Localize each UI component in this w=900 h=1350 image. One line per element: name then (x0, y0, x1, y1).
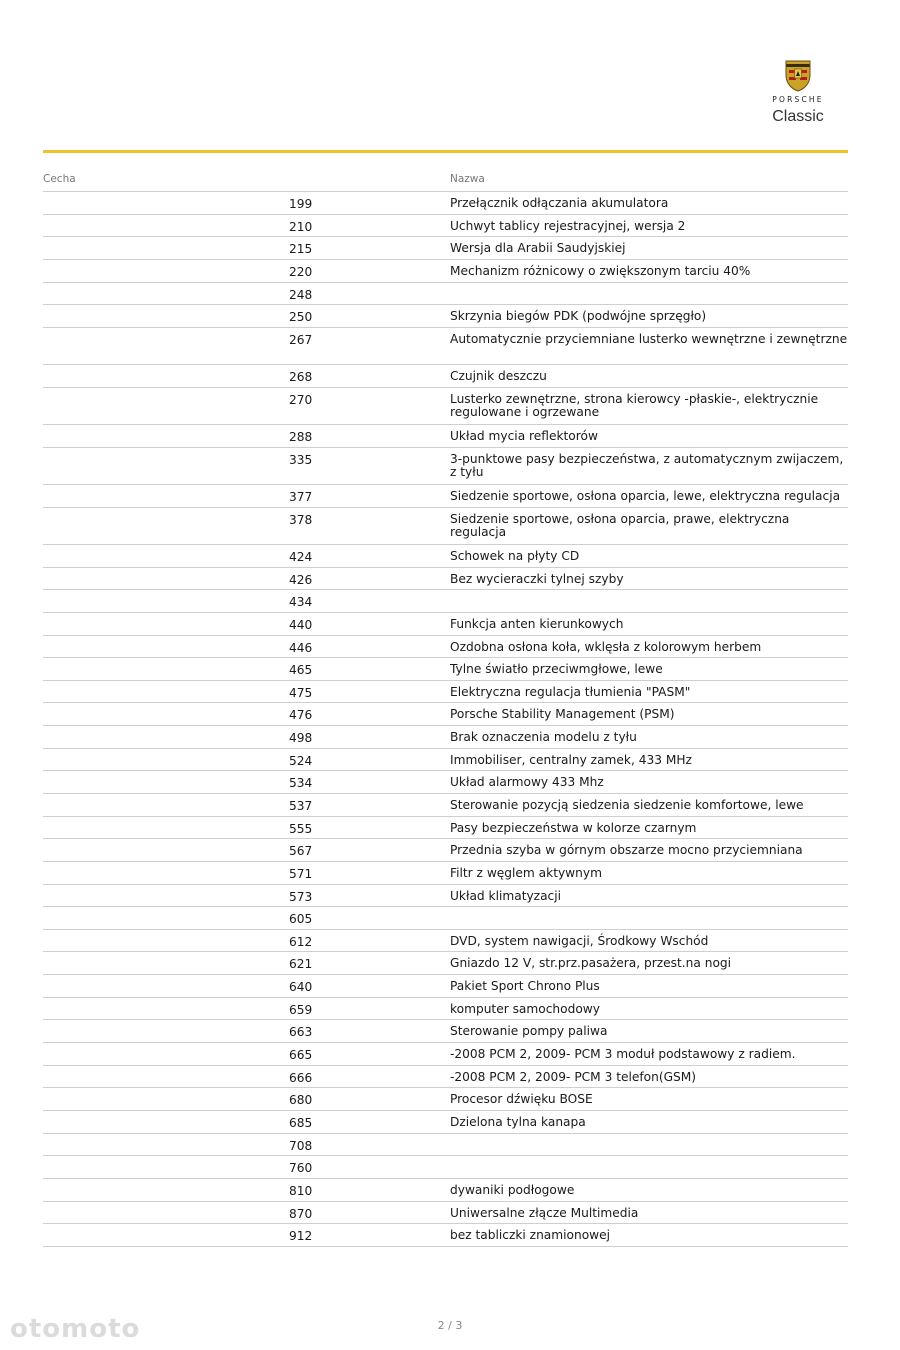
option-name: Bez wycieraczki tylnej szyby (450, 571, 624, 586)
table-row (43, 545, 848, 568)
option-name: Tylne światło przeciwmgłowe, lewe (450, 662, 663, 677)
option-code: 621 (289, 957, 313, 972)
table-row (43, 681, 848, 704)
table-row (43, 930, 848, 953)
option-name: Immobiliser, centralny zamek, 433 MHz (450, 752, 692, 767)
option-code: 605 (289, 912, 313, 927)
option-code: 534 (289, 776, 313, 791)
option-code: 475 (289, 685, 313, 700)
option-code: 199 (289, 197, 313, 211)
option-name: Lusterko zewnętrzne, strona kierowcy -płaskie-, elektrycznie regulowane i ogrzewane (450, 391, 819, 420)
table-row (43, 771, 848, 794)
option-name: Sterowanie pozycją siedzenia siedzenie komfortowe, lewe (450, 798, 804, 812)
table-body (43, 192, 848, 1247)
option-code: 571 (289, 866, 313, 881)
table-row (43, 817, 848, 840)
option-name: Siedzenie sportowe, osłona oparcia, prawe, elektryczna regulacja (450, 511, 790, 540)
option-name: Skrzynia biegów PDK (podwójne sprzęgło) (450, 309, 707, 324)
option-name: Przełącznik odłączania akumulatora (450, 196, 669, 210)
option-code: 440 (289, 617, 313, 632)
table-row (43, 885, 848, 908)
option-code: 335 (289, 452, 313, 467)
option-name: DVD, system nawigacji, Środkowy Wschód (450, 933, 709, 948)
table-row (43, 237, 848, 260)
porsche-crest-icon (785, 60, 811, 92)
table-row (43, 1156, 848, 1179)
option-name: Dzielona tylna kanapa (450, 1114, 586, 1129)
option-code: 465 (289, 663, 313, 678)
option-code: 434 (289, 595, 313, 610)
table-row (43, 365, 848, 388)
option-name: Czujnik deszczu (450, 369, 547, 384)
option-name: Gniazdo 12 V, str.prz.pasażera, przest.na nogi (450, 956, 732, 971)
table-row (43, 448, 848, 485)
table-row (43, 1134, 848, 1157)
table-row (43, 485, 848, 508)
option-code: 210 (289, 219, 313, 234)
option-name: -2008 PCM 2, 2009- PCM 3 moduł podstawowy z radiem. (450, 1047, 796, 1062)
brand-subtitle: Classic (772, 108, 824, 125)
option-code: 378 (289, 512, 313, 527)
option-name: Siedzenie sportowe, osłona oparcia, lewe, elektryczna regulacja (450, 489, 841, 504)
option-name: Porsche Stability Management (PSM) (450, 707, 675, 722)
option-name: Filtr z węglem aktywnym (450, 865, 602, 880)
option-name: Wersja dla Arabii Saudyjskiej (450, 241, 626, 256)
option-code: 912 (289, 1229, 313, 1244)
option-code: 498 (289, 731, 313, 746)
table-row (43, 907, 848, 930)
option-code: 250 (289, 310, 313, 325)
table-row (43, 862, 848, 885)
table-row (43, 283, 848, 306)
table-row (43, 703, 848, 726)
option-name: komputer samochodowy (450, 1001, 600, 1016)
option-code: 555 (289, 821, 313, 836)
table-row (43, 749, 848, 772)
table-row (43, 975, 848, 998)
option-name: Układ alarmowy 433 Mhz (450, 775, 604, 790)
table-row (43, 1088, 848, 1111)
table-row (43, 328, 848, 365)
option-code: 377 (289, 490, 313, 505)
option-code: 612 (289, 934, 313, 949)
porsche-classic-logo (750, 60, 846, 126)
option-name: Układ klimatyzacji (450, 888, 562, 903)
table-row (43, 636, 848, 659)
table-row (43, 388, 848, 425)
option-code: 476 (289, 708, 313, 723)
table-row (43, 425, 848, 448)
option-name: Elektryczna regulacja tłumienia "PASM" (450, 684, 691, 699)
table-row (43, 658, 848, 681)
option-name: Pasy bezpieczeństwa w kolorze czarnym (450, 820, 697, 835)
table-row (43, 508, 848, 545)
table-row (43, 726, 848, 749)
option-code: 267 (289, 332, 313, 347)
option-code: 665 (289, 1048, 313, 1063)
table-row (43, 1224, 848, 1247)
option-name: -2008 PCM 2, 2009- PCM 3 telefon(GSM) (450, 1069, 697, 1084)
table-row (43, 1020, 848, 1043)
table-row (43, 305, 848, 328)
brand-wordmark: PORSCHE (772, 95, 824, 104)
option-name: Procesor dźwięku BOSE (450, 1092, 593, 1107)
table-row (43, 839, 848, 862)
option-code: 288 (289, 430, 313, 445)
table-row (43, 1179, 848, 1202)
option-code: 659 (289, 1002, 313, 1017)
option-name: 3-punktowe pasy bezpieczeństwa, z automatycznym zwijaczem, z tyłu (450, 451, 844, 480)
option-code: 567 (289, 844, 313, 859)
option-name: Przednia szyba w górnym obszarze mocno przyciemniana (450, 843, 803, 858)
option-code: 248 (289, 287, 313, 302)
table-row (43, 260, 848, 283)
table-row (43, 1111, 848, 1134)
option-code: 760 (289, 1161, 313, 1176)
option-code: 424 (289, 549, 313, 564)
table-row (43, 215, 848, 238)
option-name: dywaniki podłogowe (450, 1182, 575, 1197)
option-code: 220 (289, 264, 313, 279)
table-row (43, 613, 848, 636)
option-code: 446 (289, 640, 313, 655)
option-name: Uchwyt tablicy rejestracyjnej, wersja 2 (450, 218, 686, 233)
column-header-cecha: Cecha (43, 173, 76, 185)
option-code: 708 (289, 1138, 313, 1153)
column-header-nazwa: Nazwa (450, 173, 485, 185)
option-code: 685 (289, 1115, 313, 1130)
option-code: 666 (289, 1070, 313, 1085)
option-code: 268 (289, 370, 313, 385)
header-accent-bar (43, 150, 848, 153)
table-row (43, 1043, 848, 1066)
option-name: Automatycznie przyciemniane lusterko wewnętrzne i zewnętrzne (450, 331, 848, 346)
option-code: 663 (289, 1025, 313, 1040)
table-row (43, 794, 848, 817)
option-name: Sterowanie pompy paliwa (450, 1024, 608, 1039)
option-code: 870 (289, 1206, 313, 1221)
option-code: 810 (289, 1183, 313, 1198)
option-name: Brak oznaczenia modelu z tyłu (450, 730, 637, 745)
option-name: Ozdobna osłona koła, wklęsła z kolorowym herbem (450, 639, 762, 654)
option-code: 537 (289, 799, 313, 813)
table-row (43, 998, 848, 1021)
table-row (43, 1066, 848, 1089)
option-name: Uniwersalne złącze Multimedia (450, 1205, 639, 1220)
table-row (43, 568, 848, 591)
table-header (43, 170, 848, 192)
page-number: 2 / 3 (437, 1319, 463, 1332)
option-name: Schowek na płyty CD (450, 548, 580, 563)
option-code: 573 (289, 889, 313, 904)
table-row (43, 590, 848, 613)
option-name: Mechanizm różnicowy o zwiększonym tarciu 40% (450, 263, 751, 278)
option-code: 270 (289, 392, 313, 407)
options-table (43, 170, 848, 1247)
table-row (43, 1202, 848, 1225)
option-name: Układ mycia reflektorów (450, 429, 598, 444)
watermark-logo: otomoto (10, 1314, 141, 1344)
option-name: Funkcja anten kierunkowych (450, 616, 624, 631)
option-name: Pakiet Sport Chrono Plus (450, 979, 600, 994)
option-code: 524 (289, 753, 313, 768)
table-row (43, 192, 848, 215)
option-code: 640 (289, 980, 313, 995)
option-code: 426 (289, 572, 313, 587)
option-code: 215 (289, 242, 313, 257)
option-code: 680 (289, 1093, 313, 1108)
option-name: bez tabliczki znamionowej (450, 1228, 611, 1243)
table-row (43, 952, 848, 975)
